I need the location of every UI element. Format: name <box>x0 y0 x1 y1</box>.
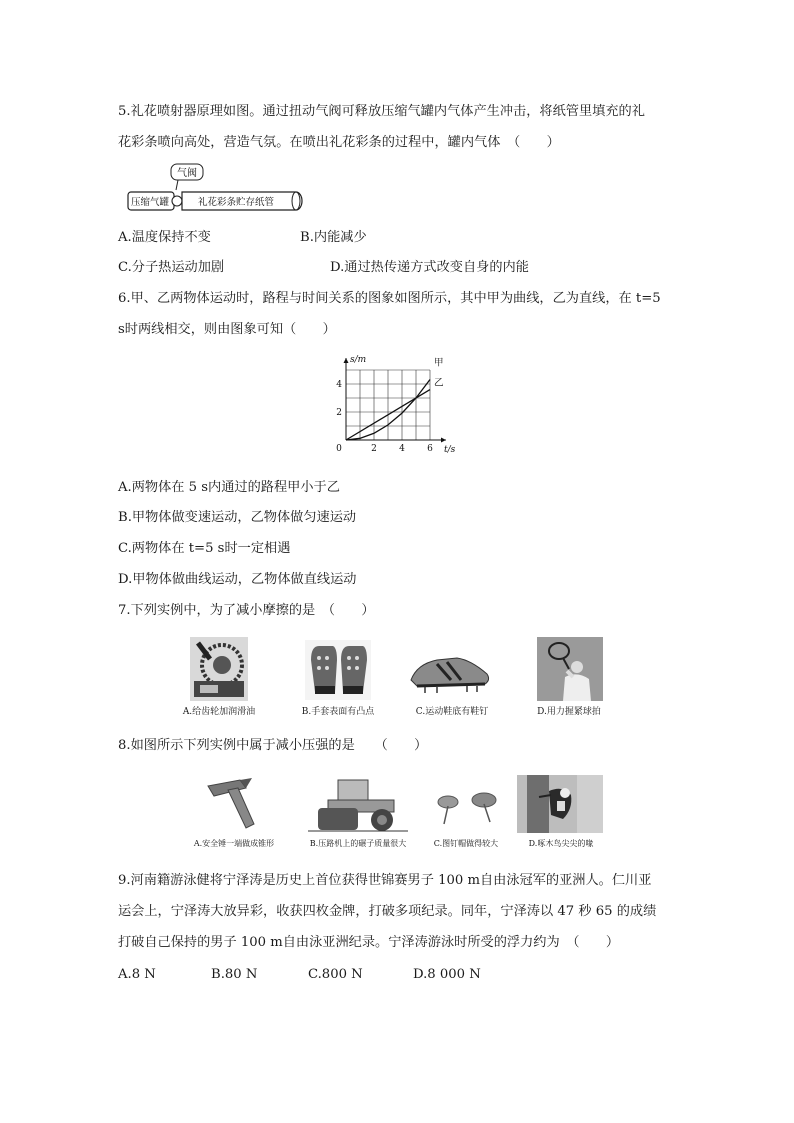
y-tick-label: 2 <box>336 408 342 418</box>
x-tick-label: 4 <box>399 444 405 454</box>
q6-option-c: C.两物体在 t=5 s时一定相遇 <box>118 541 291 556</box>
q7-stem: 7.下列实例中，为了减小摩擦的是 （ ） <box>118 603 375 618</box>
q6-stem-line2: s时两线相交，则由图象可知（ ） <box>118 322 336 337</box>
gloves-photo <box>305 640 371 700</box>
q6-option-b: B.甲物体做变速运动，乙物体做匀速运动 <box>118 510 357 525</box>
thumbtacks-photo <box>428 788 508 828</box>
q9-option-d: D.8 000 N <box>413 967 481 982</box>
q9-stem-line2: 运会上，宁泽涛大放异彩，收获四枚金牌，打破多项纪录。同年，宁泽涛以 47 秒 65 的成绩 <box>118 904 657 919</box>
road-roller-photo <box>308 774 408 834</box>
q7-caption-c: C.运动鞋底有鞋钉 <box>415 707 489 717</box>
q6-stem-line1: 6.甲、乙两物体运动时，路程与时间关系的图象如图所示，其中甲为曲线，乙为直线，在 t=5 <box>118 291 661 306</box>
valve-callout-pointer <box>176 180 178 190</box>
valve-knob <box>172 196 182 206</box>
y-tick-label: 4 <box>336 380 342 390</box>
fireworks-launcher-diagram <box>118 160 318 216</box>
woodpecker-photo <box>517 775 603 833</box>
x-tick-label: 2 <box>371 444 377 454</box>
tennis-player-photo <box>537 637 603 701</box>
x-axis-arrow <box>441 438 446 443</box>
gas-tank-label: 压缩气罐 <box>130 197 170 208</box>
q6-option-a: A.两物体在 5 s内通过的路程甲小于乙 <box>118 480 340 495</box>
q7-caption-d: D.用力握紧球拍 <box>537 707 601 717</box>
series-label-yi: 乙 <box>434 377 444 389</box>
q5-option-d: D.通过热传递方式改变自身的内能 <box>330 260 529 275</box>
q8-caption-d: D.啄木鸟尖尖的喙 <box>528 839 594 848</box>
safety-hammer-photo <box>200 774 270 834</box>
q7-caption-b: B.手套表面有凸点 <box>301 707 375 717</box>
q9-option-a: A.8 N <box>118 967 156 982</box>
q8-stem: 8.如图所示下列实例中属于减小压强的是 （ ） <box>118 738 428 753</box>
q8-caption-c: C.图钉帽做得较大 <box>433 839 499 848</box>
y-axis-arrow <box>344 358 349 363</box>
q5-stem-line1: 5.礼花喷射器原理如图。通过扭动气阀可释放压缩气罐内气体产生冲击，将纸管里填充的礼 <box>118 104 645 119</box>
q6-option-d: D.甲物体做曲线运动，乙物体做直线运动 <box>118 572 357 587</box>
q5-option-c: C.分子热运动加剧 <box>118 260 225 275</box>
paper-tube-label: 礼花彩条贮存纸管 <box>197 197 275 208</box>
q5-option-b: B.内能减少 <box>300 230 367 245</box>
series-label-jia: 甲 <box>434 357 444 369</box>
q8-caption-a: A.安全锤一端做成锥形 <box>193 839 275 848</box>
x-tick-label: 0 <box>336 444 342 454</box>
distance-time-chart <box>326 352 466 462</box>
valve-label: 气阀 <box>177 168 197 179</box>
q7-caption-a: A.给齿轮加润滑油 <box>182 707 256 717</box>
q9-stem-line3: 打破自己保持的男子 100 m自由泳亚洲纪录。宁泽涛游泳时所受的浮力约为 （ ） <box>118 935 620 950</box>
q5-stem-line2: 花彩条喷向高处，营造气氛。在喷出礼花彩条的过程中，罐内气体 （ ） <box>118 135 560 150</box>
q8-caption-b: B.压路机上的碾子质量很大 <box>309 839 407 848</box>
gear-lubrication-photo <box>190 637 248 701</box>
q9-stem-line1: 9.河南籍游泳健将宁泽涛是历史上首位获得世锦赛男子 100 m自由泳冠军的亚洲人。仁川亚 <box>118 873 652 888</box>
spike-shoe-photo <box>407 650 493 696</box>
q9-option-b: B.80 N <box>211 967 258 982</box>
q5-option-a: A.温度保持不变 <box>118 230 211 245</box>
x-axis-label: t/s <box>444 445 456 455</box>
q9-option-c: C.800 N <box>308 967 363 982</box>
y-axis-label: s/m <box>350 355 367 365</box>
x-tick-label: 6 <box>427 444 433 454</box>
